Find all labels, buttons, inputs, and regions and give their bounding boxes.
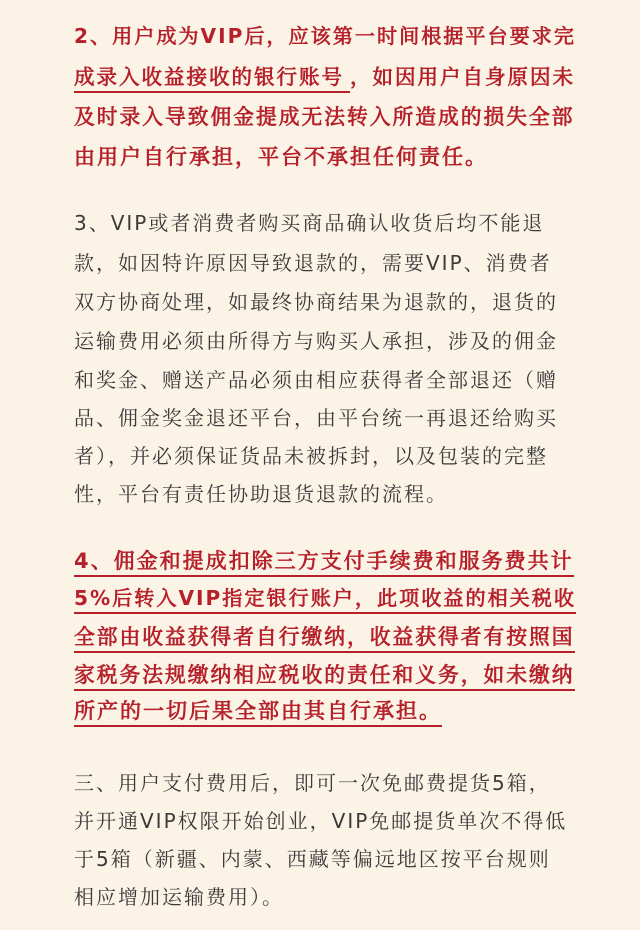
paragraph-3-line-7: 者），并必须保证货品未被拆封，以及包装的完整 — [74, 444, 548, 468]
paragraph-4-line-5: 所产的一切后果全部由其自行承担。 — [74, 695, 442, 725]
paragraph-4-line-1: 4、佣金和提成扣除三方支付手续费和服务费共计 — [74, 545, 574, 575]
paragraph-3-line-6: 品、佣金奖金退还平台，由平台统一再退还给购买 — [74, 406, 558, 430]
paragraph-2-line-4: 由用户自行承担，平台不承担任何责任。 — [74, 145, 488, 169]
section-3-line-1: 三、用户支付费用后，即可一次免邮费提货5箱， — [74, 771, 551, 795]
paragraph-2-line-2 — [74, 60, 575, 90]
underlined-text: 成录入收益接收的银行账号 — [74, 65, 350, 93]
paragraph-3-line-5: 和奖金、赠送产品必须由相应获得者全部退还（赠 — [74, 368, 558, 392]
section-3-line-2: 并开通VIP权限开始创业，VIP免邮提货单次不得低 — [74, 809, 568, 833]
paragraph-2-line-1: 2、用户成为VIP后，应该第一时间根据平台要求完 — [74, 24, 576, 48]
paragraph-3-line-3: 双方协商处理，如最终协商结果为退款的，退货的 — [74, 290, 558, 314]
paragraph-4-line-3: 全部由收益获得者自行缴纳，收益获得者有按照国 — [74, 620, 575, 650]
section-3-line-4: 相应增加运输费用）。 — [74, 885, 284, 909]
paragraph-3-line-8: 性，平台有责任协助退货退款的流程。 — [74, 482, 448, 506]
paragraph-3-line-2: 款，如因特许原因导致退款的，需要VIP、消费者 — [74, 251, 552, 275]
paragraph-3-line-4: 运输费用必须由所得方与购买人承担，涉及的佣金 — [74, 329, 558, 353]
section-3-line-3: 于5箱（新疆、内蒙、西藏等偏远地区按平台规则 — [74, 847, 551, 871]
paragraph-3-line-1: 3、VIP或者消费者购买商品确认收货后均不能退 — [74, 211, 545, 235]
paragraph-4-line-2: 5%后转入VIP指定银行账户，此项收益的相关税收 — [74, 582, 576, 611]
paragraph-4-line-4: 家税务法规缴纳相应税收的责任和义务，如未缴纳 — [74, 658, 575, 688]
paragraph-2-line-2-rest: ，如因用户自身原因未 — [350, 65, 575, 89]
paragraph-2-line-3: 及时录入导致佣金提成无法转入所造成的损失全部 — [74, 105, 575, 129]
